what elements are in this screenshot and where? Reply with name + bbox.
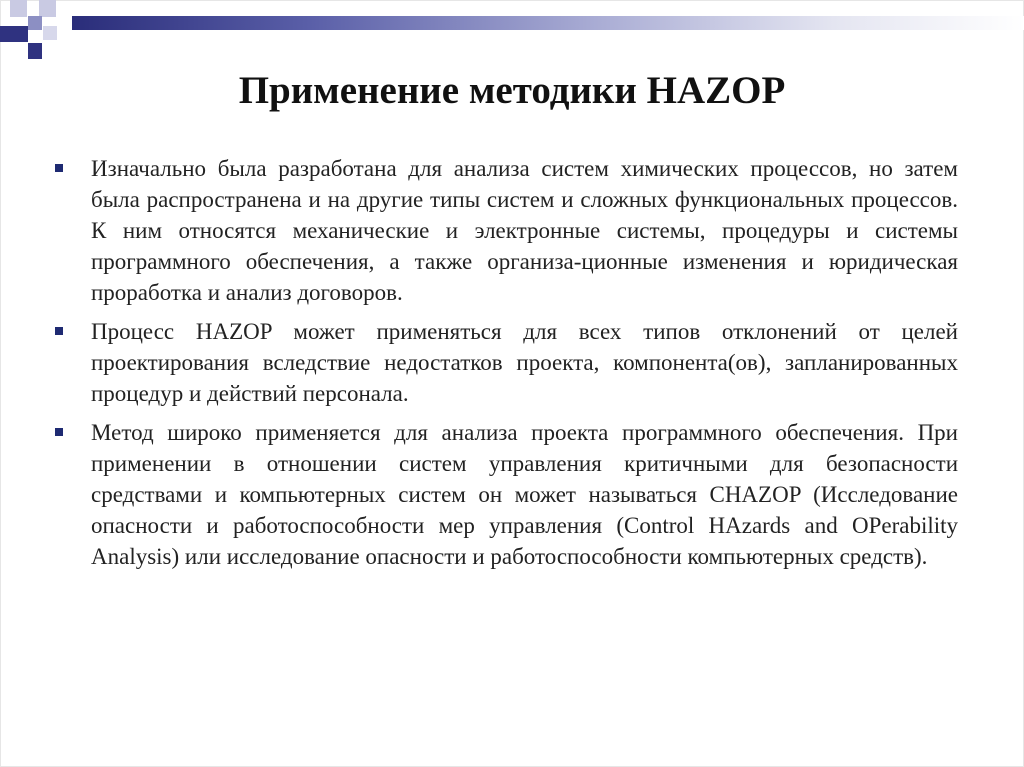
decorative-gradient-bar <box>72 16 1024 30</box>
bullet-text: Процесс HAZOP может применяться для всех типов отклонений от целей проектирования вследствие недостатков проекта, компонента(ов), запланированных процедур и действий персонала. <box>91 319 958 406</box>
list-item <box>55 153 958 308</box>
deco-square <box>10 0 27 17</box>
square-bullet-icon <box>55 428 63 436</box>
bullet-list <box>55 153 958 580</box>
slide-title: Применение методики HAZOP <box>238 69 786 112</box>
bullet-text: Метод широко применяется для анализа проекта программного обеспечения. При применении в отношении систем управления критичными для безопасности средствами и компьютерных систем он может называться CHAZOP (Исследование опасности и работоспособности мер управления (Control HAzards and OPerability Analysis) или исследование опасности и работоспособности компьютерных средств). <box>91 420 958 569</box>
deco-square <box>0 26 28 42</box>
bullet-text: Изначально была разработана для анализа систем химических процессов, но затем была распространена и на другие типы систем и сложных функциональных процессов. К ним относятся механические и электронные системы, процедуры и системы программного обеспечения, а также организа-ционные изменения и юридическая проработка и анализ договоров. <box>91 156 958 305</box>
deco-square <box>28 16 42 30</box>
deco-square <box>28 43 42 59</box>
list-item <box>55 316 958 409</box>
square-bullet-icon <box>55 164 63 172</box>
square-bullet-icon <box>55 327 63 335</box>
deco-square <box>39 0 56 17</box>
list-item <box>55 417 958 572</box>
deco-square <box>43 26 57 40</box>
